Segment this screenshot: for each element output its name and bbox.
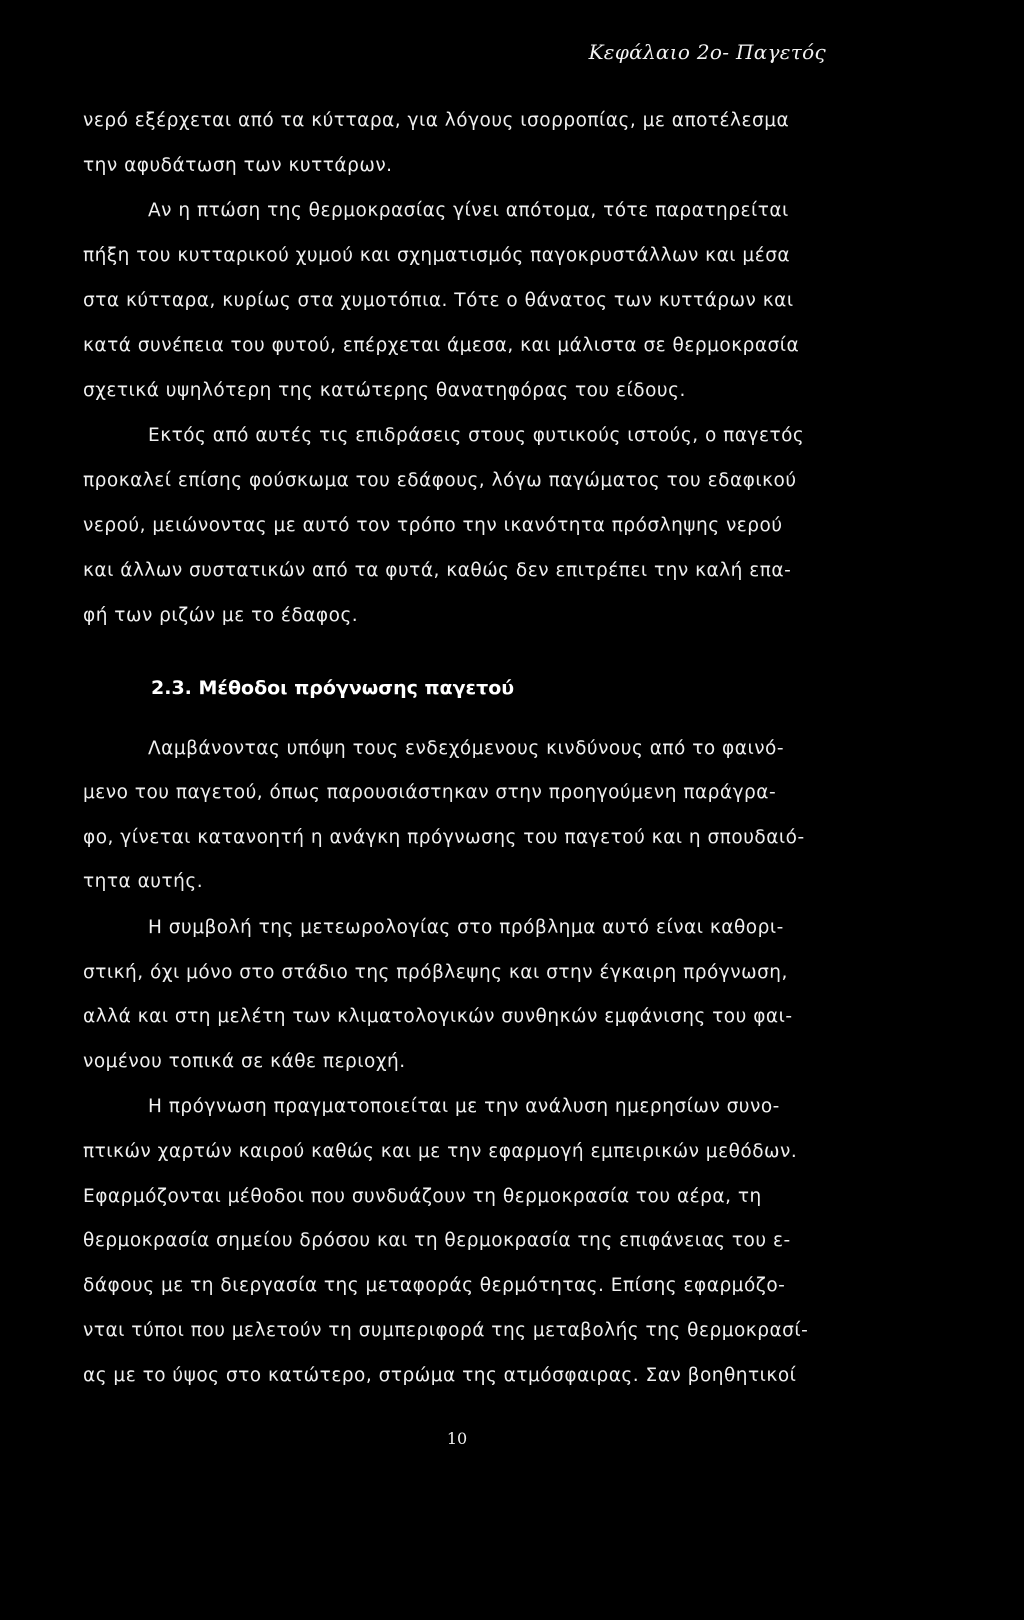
paragraph-line: νται τύποι που μελετούν τη συμπεριφορά της μεταβολής της θερμοκρασί- (83, 1320, 809, 1341)
paragraph-line: Λαμβάνοντας υπόψη τους ενδεχόμενους κινδύνους από το φαινό- (148, 738, 785, 759)
paragraph-line: θερμοκρασία σημείου δρόσου και τη θερμοκρασία της επιφάνειας του ε- (83, 1230, 791, 1251)
paragraph-line: και άλλων συστατικών από τα φυτά, καθώς δεν επιτρέπει την καλή επα- (83, 560, 792, 581)
paragraph-line: στα κύτταρα, κυρίως στα χυμοτόπια. Τότε ο θάνατος των κυττάρων και (83, 290, 794, 311)
paragraph-line: φο, γίνεται κατανοητή η ανάγκη πρόγνωσης του παγετού και η σπουδαιό- (83, 827, 805, 848)
paragraph-line: πήξη του κυτταρικού χυμού και σχηματισμός παγοκρυστάλλων και μέσα (83, 245, 791, 266)
paragraph-line: πτικών χαρτών καιρού καθώς και με την εφαρμογή εμπειρικών μεθόδων. (83, 1141, 798, 1162)
paragraph-line: Η πρόγνωση πραγματοποιείται με την ανάλυση ημερησίων συνο- (148, 1096, 780, 1117)
paragraph-line: νερό εξέρχεται από τα κύτταρα, για λόγους ισορροπίας, με αποτέλεσμα (83, 110, 790, 131)
paragraph-line: ας με το ύψος στο κατώτερο, στρώμα της ατμόσφαιρας. Σαν βοηθητικοί (83, 1365, 797, 1386)
paragraph-line: φή των ριζών με το έδαφος. (83, 605, 359, 626)
paragraph-line: μενο του παγετού, όπως παρουσιάστηκαν στην προηγούμενη παράγρα- (83, 782, 777, 803)
paragraph-line: νομένου τοπικά σε κάθε περιοχή. (83, 1051, 406, 1072)
paragraph-line: αλλά και στη μελέτη των κλιματολογικών συνθηκών εμφάνισης του φαι- (83, 1006, 793, 1027)
paragraph-line: στική, όχι μόνο στο στάδιο της πρόβλεψης και στην έγκαιρη πρόγνωση, (83, 962, 788, 983)
paragraph-line: κατά συνέπεια του φυτού, επέρχεται άμεσα, και μάλιστα σε θερμοκρασία (83, 335, 800, 356)
paragraph-line: Η συμβολή της μετεωρολογίας στο πρόβλημα αυτό είναι καθορι- (148, 917, 784, 938)
paragraph-line: δάφους με τη διεργασία της μεταφοράς θερμότητας. Επίσης εφαρμόζο- (83, 1275, 786, 1296)
page-number: 10 (446, 1429, 468, 1448)
paragraph-line: Αν η πτώση της θερμοκρασίας γίνει απότομα, τότε παρατηρείται (148, 200, 789, 221)
paragraph-line: νερού, μειώνοντας με αυτό τον τρόπο την ικανότητα πρόσληψης νερού (83, 515, 783, 536)
paragraph-line: σχετικά υψηλότερη της κατώτερης θανατηφόρας του είδους. (83, 380, 686, 401)
chapter-header: Κεφάλαιο 2ο- Παγετός (588, 40, 826, 64)
paragraph-line: Εκτός από αυτές τις επιδράσεις στους φυτικούς ιστούς, ο παγετός (148, 425, 805, 446)
section-heading: 2.3. Μέθοδοι πρόγνωσης παγετού (151, 677, 515, 699)
paragraph-line: την αφυδάτωση των κυττάρων. (83, 155, 393, 176)
paragraph-line: τητα αυτής. (83, 871, 204, 892)
paragraph-line: Εφαρμόζονται μέθοδοι που συνδυάζουν τη θερμοκρασία του αέρα, τη (83, 1186, 762, 1207)
paragraph-line: προκαλεί επίσης φούσκωμα του εδάφους, λόγω παγώματος του εδαφικού (83, 470, 797, 491)
